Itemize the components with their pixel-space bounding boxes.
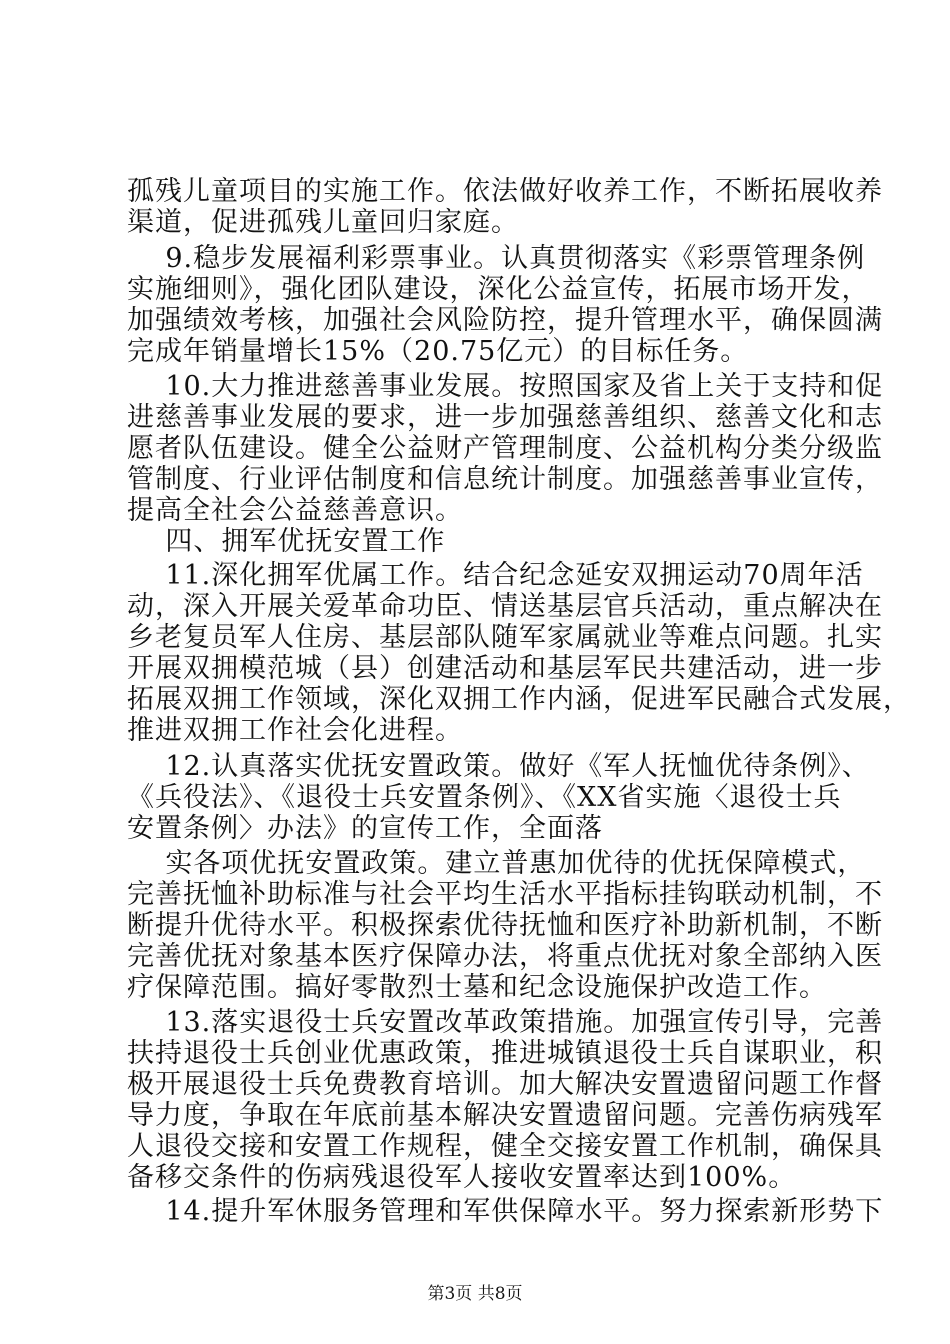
paragraph-line: 愿者队伍建设。健全公益财产管理制度、公益机构分类分级监 <box>127 433 883 464</box>
paragraph-line: 推进双拥工作社会化进程。 <box>127 715 463 746</box>
paragraph-line: 渠道，促进孤残儿童回归家庭。 <box>127 207 519 238</box>
paragraph-line: 断提升优待水平。积极探索优待抚恤和医疗补助新机制，不断 <box>127 910 883 941</box>
paragraph-line: 14.提升军休服务管理和军供保障水平。努力探索新形势下 <box>127 1196 884 1227</box>
paragraph-line: 疗保障范围。搞好零散烈士墓和纪念设施保护改造工作。 <box>127 972 827 1003</box>
paragraph-line: 极开展退役士兵免费教育培训。加大解决安置遗留问题工作督 <box>127 1069 883 1100</box>
paragraph-line: 完成年销量增长15%（20.75亿元）的目标任务。 <box>127 336 749 367</box>
paragraph-line: 备移交条件的伤病残退役军人接收安置率达到100%。 <box>127 1162 797 1193</box>
paragraph-line: 完善优抚对象基本医疗保障办法，将重点优抚对象全部纳入医 <box>127 941 883 972</box>
paragraph-line: 11.深化拥军优属工作。结合纪念延安双拥运动70周年活 <box>127 560 864 591</box>
paragraph-line: 扶持退役士兵创业优惠政策，推进城镇退役士兵自谋职业，积 <box>127 1038 883 1069</box>
paragraph-line: 安置条例〉办法》的宣传工作，全面落 <box>127 813 603 844</box>
paragraph-line: 《兵役法》、《退役士兵安置条例》、《XX省实施〈退役士兵 <box>127 782 842 813</box>
paragraph-line: 12.认真落实优抚安置政策。做好《军人抚恤优待条例》、 <box>127 751 870 782</box>
paragraph-line: 加强绩效考核，加强社会风险防控，提升管理水平，确保圆满 <box>127 305 883 336</box>
section-heading: 四、拥军优抚安置工作 <box>127 526 446 557</box>
page-number-footer: 第3页 共8页 <box>427 1284 523 1304</box>
paragraph-line: 提高全社会公益慈善意识。 <box>127 495 463 526</box>
paragraph-line: 人退役交接和安置工作规程，健全交接安置工作机制，确保具 <box>127 1131 883 1162</box>
paragraph-line: 10.大力推进慈善事业发展。按照国家及省上关于支持和促 <box>127 371 884 402</box>
paragraph-line: 实施细则》，强化团队建设，深化公益宣传，拓展市场开发， <box>127 274 870 305</box>
paragraph-line: 实各项优抚安置政策。建立普惠加优待的优抚保障模式， <box>127 848 866 879</box>
paragraph-line: 乡老复员军人住房、基层部队随军家属就业等难点问题。扎实 <box>127 622 883 653</box>
paragraph-line: 完善抚恤补助标准与社会平均生活水平指标挂钩联动机制，不 <box>127 879 883 910</box>
paragraph-line: 9.稳步发展福利彩票事业。认真贯彻落实《彩票管理条例 <box>127 243 866 274</box>
paragraph-line: 拓展双拥工作领域，深化双拥工作内涵，促进军民融合式发展， <box>127 684 911 715</box>
paragraph-line: 13.落实退役士兵安置改革政策措施。加强宣传引导，完善 <box>127 1007 884 1038</box>
paragraph-line: 孤残儿童项目的实施工作。依法做好收养工作，不断拓展收养 <box>127 176 883 207</box>
paragraph-line: 管制度、行业评估制度和信息统计制度。加强慈善事业宣传， <box>127 464 883 495</box>
paragraph-line: 开展双拥模范城（县）创建活动和基层军民共建活动，进一步 <box>127 653 883 684</box>
paragraph-line: 进慈善事业发展的要求，进一步加强慈善组织、慈善文化和志 <box>127 402 883 433</box>
paragraph-line: 动，深入开展关爱革命功臣、情送基层官兵活动，重点解决在 <box>127 591 883 622</box>
paragraph-line: 导力度，争取在年底前基本解决安置遗留问题。完善伤病残军 <box>127 1100 883 1131</box>
